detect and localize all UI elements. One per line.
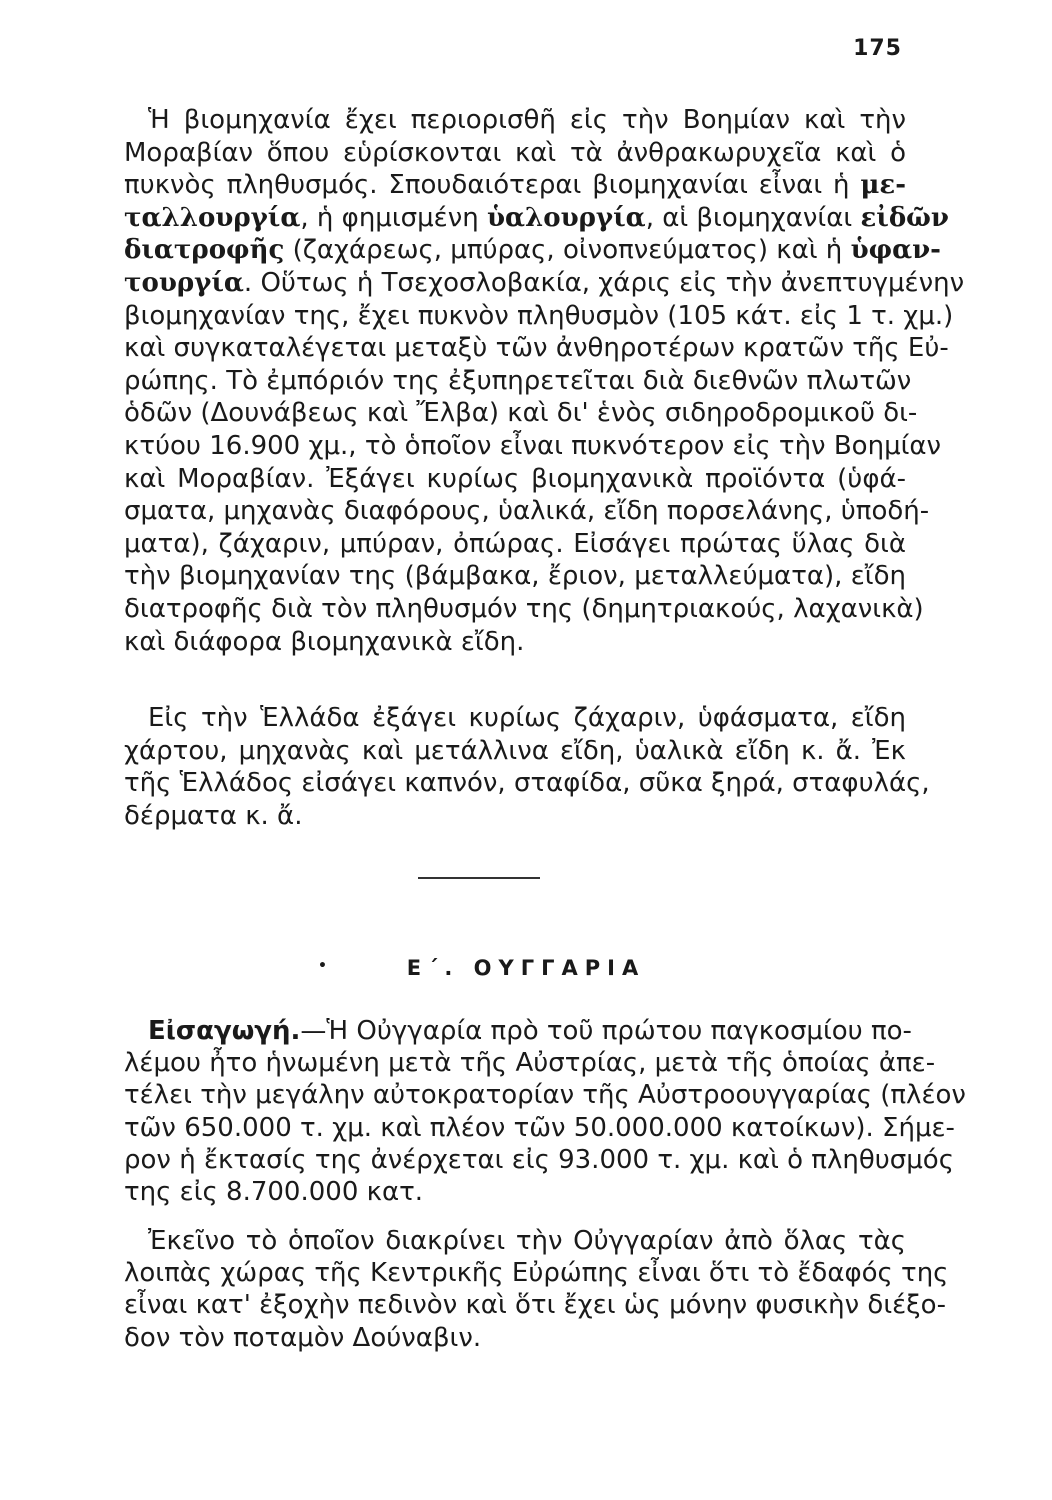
text-line: χάρτου, μηχανὰς καὶ μετάλλινα εἴδη, ὑαλικὰ εἴδη κ. ἄ. Ἐκ (124, 735, 906, 766)
text-line: Εἰς τὴν Ἑλλάδα ἐξάγει κυρίως ζάχαριν, ὑφάσματα, εἴδη (148, 703, 906, 733)
section-divider (418, 877, 540, 879)
text-line: τὴν βιομηχανίαν της (βάμβακα, ἔριον, μεταλλεύματα), εἴδη (124, 561, 906, 592)
bold-term: ὑαλουργία (486, 202, 646, 233)
text-line (124, 169, 906, 202)
text-line: καὶ Μοραβίαν. Ἐξάγει κυρίως βιομηχανικὰ προϊόντα (ὑφά- (124, 463, 906, 494)
text-line: βιομηχανίαν της, ἔχει πυκνὸν πληθυσμὸν (105 κάτ. εἰς 1 τ. χμ.) (124, 300, 954, 331)
text-line (124, 202, 949, 235)
text-line: ὁδῶν (Δουνάβεως καὶ Ἔλβα) καὶ δι' ἑνὸς σιδηροδρομικοῦ δι- (124, 398, 918, 429)
heading-bullet: • (318, 958, 334, 974)
text-line: Ἡ βιομηχανία ἔχει περιορισθῆ εἰς τὴν Βοημίαν καὶ τὴν (148, 105, 906, 135)
text-run: . Οὕτως ἡ Τσεχοσλοβακία, χάρις εἰς τὴν ἀνεπτυγμένην (243, 267, 965, 298)
text-line: σματα, μηχανὰς διαφόρους, ὑαλικά, εἴδη πορσελάνης, ὑποδή- (124, 496, 930, 527)
text-line: ματα), ζάχαριν, μπύραν, ὀπώρας. Εἰσάγει πρώτας ὕλας διὰ (124, 528, 906, 559)
text-line: τῶν 650.000 τ. χμ. καὶ πλέον τῶν 50.000.000 κατοίκων). Σήμε- (124, 1112, 955, 1143)
text-line (124, 267, 965, 300)
paragraph-czech-industry (124, 104, 965, 658)
text-line: Ἐκεῖνο τὸ ὁποῖον διακρίνει τὴν Οὐγγαρίαν ἀπὸ ὅλας τὰς (148, 1226, 906, 1256)
bold-term: διατροφῆς (124, 235, 285, 266)
text-run: —Ἡ Οὐγγαρία πρὸ τοῦ πρώτου παγκοσμίου πο- (300, 1016, 912, 1046)
text-line: καὶ συγκαταλέγεται μεταξὺ τῶν ἀνθηροτέρων κρατῶν τῆς Εὐ- (124, 333, 949, 364)
heading-text: Ε΄. ΟΥΓΓΑΡΙΑ (406, 956, 646, 980)
text-line: ρώπης. Τὸ ἐμπόριόν της ἐξυπηρετεῖται διὰ διεθνῶν πλωτῶν (124, 365, 912, 396)
text-line: τῆς Ἑλλάδος εἰσάγει καπνόν, σταφίδα, σῦκα ξηρά, σταφυλάς, (124, 768, 930, 799)
bold-term: τουργία (124, 267, 244, 298)
section-heading (0, 956, 1052, 980)
text-run: (ζαχάρεως, μπύρας, οἰνοπνεύματος) καὶ ἡ (284, 235, 851, 266)
bold-term: ὑφαν- (850, 235, 941, 266)
text-line: δέρματα κ. ἄ. (124, 800, 303, 831)
text-line: της εἰς 8.700.000 κατ. (124, 1177, 423, 1208)
text-run: πυκνὸς πληθυσμός. Σπουδαιότεραι βιομηχανίαι εἶναι ἡ (124, 170, 861, 201)
text-line: ρον ἡ ἔκτασίς της ἀνέρχεται εἰς 93.000 τ. χμ. καὶ ὁ πληθυσμός (124, 1144, 954, 1175)
text-line: κτύου 16.900 χμ., τὸ ὁποῖον εἶναι πυκνότερον εἰς τὴν Βοημίαν (124, 430, 942, 461)
text-line: διατροφῆς διὰ τὸν πληθυσμόν της (δημητριακούς, λαχανικὰ) (124, 593, 924, 624)
text-line (124, 1015, 912, 1047)
text-line: εἶναι κατ' ἐξοχὴν πεδινὸν καὶ ὅτι ἔχει ὡς μόνην φυσικὴν διέξο- (124, 1290, 946, 1321)
text-line: δον τὸν ποταμὸν Δούναβιν. (124, 1322, 482, 1353)
lead-term: Εἰσαγωγή. (148, 1016, 301, 1046)
paragraph-hungary-terrain (124, 1225, 949, 1354)
page-number: 175 (853, 36, 902, 61)
paragraph-trade-with-greece (124, 702, 930, 832)
paragraph-hungary-introduction (124, 1015, 966, 1208)
bold-term: ταλλουργία (124, 202, 301, 233)
text-run: , ἡ φημισμένη (300, 202, 487, 233)
text-line: καὶ διάφορα βιομηχανικὰ εἴδη. (124, 626, 525, 657)
bold-term: με- (860, 170, 906, 201)
text-line: λοιπὰς χώρας τῆς Κεντρικῆς Εὐρώπης εἶναι ὅτι τὸ ἔδαφός της (124, 1258, 949, 1289)
text-line: Μοραβίαν ὅπου εὑρίσκονται καὶ τὰ ἀνθρακωρυχεῖα καὶ ὁ (124, 137, 906, 168)
bold-term: εἰδῶν (860, 202, 949, 233)
text-line: τέλει τὴν μεγάλην αὐτοκρατορίαν τῆς Αὐστροουγγαρίας (πλέον (124, 1080, 966, 1111)
text-line: λέμου ἦτο ἡνωμένη μετὰ τῆς Αὐστρίας, μετὰ τῆς ὁποίας ἀπε- (124, 1048, 936, 1079)
text-run: , αἱ βιομηχανίαι (645, 202, 861, 233)
text-line (124, 234, 941, 267)
